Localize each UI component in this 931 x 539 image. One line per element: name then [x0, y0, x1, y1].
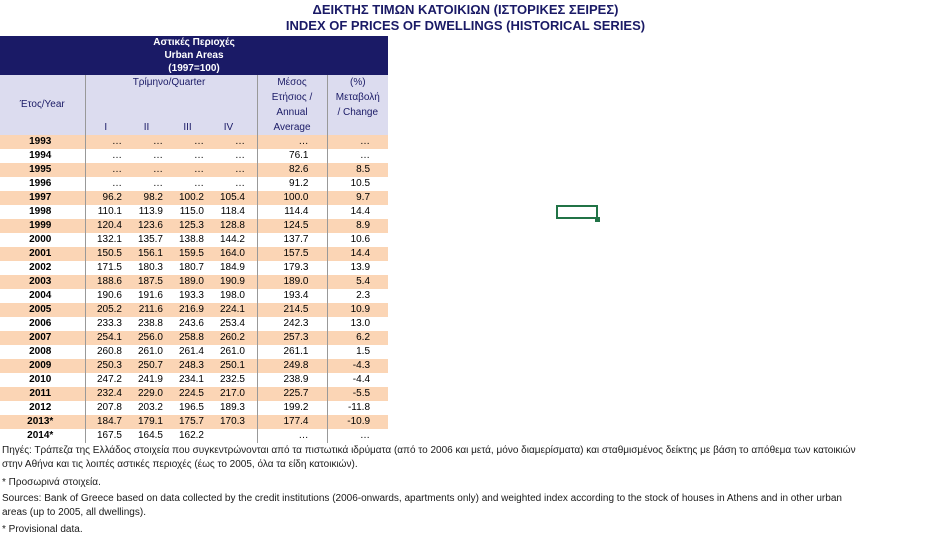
- quarter-iii-cell: 216.9: [167, 303, 208, 317]
- quarter-iii-cell: 100.2: [167, 191, 208, 205]
- annual-average-cell: …: [257, 429, 327, 443]
- change-cell: 13.0: [327, 317, 388, 331]
- table-row: [0, 135, 388, 149]
- quarter-ii-cell: 187.5: [126, 275, 167, 289]
- quarter-iii-cell: 196.5: [167, 401, 208, 415]
- quarter-iv-cell: 118.4: [208, 205, 249, 219]
- quarter-iv-cell: 164.0: [208, 247, 249, 261]
- table-row: [0, 289, 388, 303]
- table-row: [0, 373, 388, 387]
- title-english: INDEX OF PRICES OF DWELLINGS (HISTORICAL SERIES): [285, 18, 646, 33]
- spacer-cell: [249, 359, 257, 373]
- quarter-ii-cell: 191.6: [126, 289, 167, 303]
- change-cell: -5.5: [327, 387, 388, 401]
- quarter-i-cell: …: [85, 177, 126, 191]
- change-cell: -4.3: [327, 359, 388, 373]
- annual-average-cell: …: [257, 135, 327, 149]
- year-cell: 2013*: [0, 415, 85, 429]
- year-cell: 2012: [0, 401, 85, 415]
- spacer-cell: [249, 275, 257, 289]
- spacer-cell: [249, 261, 257, 275]
- year-cell: 1996: [0, 177, 85, 191]
- table-row: [0, 387, 388, 401]
- quarter-iii-cell: 193.3: [167, 289, 208, 303]
- spacer-cell: [249, 303, 257, 317]
- change-cell: 2.3: [327, 289, 388, 303]
- year-cell: 2008: [0, 345, 85, 359]
- change-cell: 8.5: [327, 163, 388, 177]
- year-cell: 2002: [0, 261, 85, 275]
- quarter-iv-cell: …: [208, 163, 249, 177]
- change-header-line3: / Change: [327, 105, 388, 120]
- table-row: [0, 149, 388, 163]
- quarter-ii-cell: 211.6: [126, 303, 167, 317]
- spacer-cell: [249, 317, 257, 331]
- annual-average-cell: 249.8: [257, 359, 327, 373]
- year-cell: 1994: [0, 149, 85, 163]
- annual-average-cell: 157.5: [257, 247, 327, 261]
- avg-header-line3: Annual: [257, 105, 327, 120]
- year-cell: 1997: [0, 191, 85, 205]
- quarter-ii-cell: …: [126, 149, 167, 163]
- quarter-ii-cell: 98.2: [126, 191, 167, 205]
- quarter-ii-cell: 179.1: [126, 415, 167, 429]
- source-note-english-line1: Sources: Bank of Greece based on data collected by the credit institutions (2006-onwards, apartments only) and weighted index according to the stock of houses in Athens and in other urban: [2, 493, 842, 504]
- spacer-cell: [249, 219, 257, 233]
- selected-cell[interactable]: [556, 205, 598, 219]
- annual-average-cell: 91.2: [257, 177, 327, 191]
- change-cell: …: [327, 135, 388, 149]
- table-row: [0, 163, 388, 177]
- year-cell: 2006: [0, 317, 85, 331]
- quarter-iii-cell: …: [167, 177, 208, 191]
- spacer-cell: [249, 289, 257, 303]
- quarter-i-cell: 205.2: [85, 303, 126, 317]
- quarter-iv-cell: 128.8: [208, 219, 249, 233]
- quarter-i-cell: …: [85, 135, 126, 149]
- quarter-ii-cell: 123.6: [126, 219, 167, 233]
- change-header-line1: (%): [327, 75, 388, 90]
- annual-average-cell: 179.3: [257, 261, 327, 275]
- table-row: [0, 317, 388, 331]
- quarter-ii-cell: 250.7: [126, 359, 167, 373]
- spacer-cell: [249, 429, 257, 443]
- quarter-iv-cell: 261.0: [208, 345, 249, 359]
- year-cell: 2000: [0, 233, 85, 247]
- spacer-cell: [249, 387, 257, 401]
- change-header-line2: Μεταβολή: [327, 90, 388, 105]
- source-note-greek-line1: Πηγές: Τράπεζα της Ελλάδος στοιχεία που συγκεντρώνονται από τα πιστωτικά ιδρύματα (από το 2006 και μετά, μόνο διαμερίσματα) και σταθμισμένος δείκτης με βάση το απόθεμα των κατοικιών: [2, 445, 856, 456]
- quarter-iii-cell: 234.1: [167, 373, 208, 387]
- quarter-iv-cell: 198.0: [208, 289, 249, 303]
- quarter-iv-cell: 224.1: [208, 303, 249, 317]
- table-row: [0, 219, 388, 233]
- year-cell: 1995: [0, 163, 85, 177]
- quarter-i-cell: …: [85, 163, 126, 177]
- change-cell: 14.4: [327, 247, 388, 261]
- table-row: [0, 415, 388, 429]
- quarter-iv-cell: 250.1: [208, 359, 249, 373]
- annual-average-cell: 137.7: [257, 233, 327, 247]
- title-greek: ΔΕΙΚΤΗΣ ΤΙΜΩΝ ΚΑΤΟΙΚΙΩΝ (ΙΣΤΟΡΙΚΕΣ ΣΕΙΡΕΣ): [312, 2, 619, 17]
- spacer-cell: [249, 205, 257, 219]
- quarter-i-cell: 120.4: [85, 219, 126, 233]
- quarter-iv-header: IV: [208, 120, 249, 135]
- quarter-iii-cell: 258.8: [167, 331, 208, 345]
- year-cell: 2005: [0, 303, 85, 317]
- quarter-iii-cell: 243.6: [167, 317, 208, 331]
- quarter-iv-cell: 190.9: [208, 275, 249, 289]
- quarter-ii-cell: 164.5: [126, 429, 167, 443]
- annual-average-cell: 76.1: [257, 149, 327, 163]
- spacer-cell: [249, 163, 257, 177]
- quarter-iv-cell: 217.0: [208, 387, 249, 401]
- avg-header-line1: Μέσος: [257, 75, 327, 90]
- quarter-i-cell: 247.2: [85, 373, 126, 387]
- year-cell: 2003: [0, 275, 85, 289]
- base-year-label: (1997=100): [0, 62, 388, 75]
- table-row: [0, 401, 388, 415]
- year-cell: 1999: [0, 219, 85, 233]
- quarter-ii-cell: 238.8: [126, 317, 167, 331]
- quarter-iv-cell: 253.4: [208, 317, 249, 331]
- quarter-iv-cell: 105.4: [208, 191, 249, 205]
- spacer-cell: [249, 177, 257, 191]
- quarter-ii-cell: 135.7: [126, 233, 167, 247]
- table-row: [0, 429, 388, 443]
- year-cell: 2010: [0, 373, 85, 387]
- spacer-cell: [249, 191, 257, 205]
- quarter-i-cell: 110.1: [85, 205, 126, 219]
- quarter-iv-cell: [208, 429, 249, 443]
- quarter-iii-cell: …: [167, 163, 208, 177]
- quarter-ii-header: II: [126, 120, 167, 135]
- table-row: [0, 261, 388, 275]
- source-note-greek-line2: στην Αθήνα και τις λοιπές αστικές περιοχές (έως το 2005, όλα τα είδη κατοικιών).: [2, 459, 358, 470]
- quarter-i-cell: 150.5: [85, 247, 126, 261]
- change-cell: 5.4: [327, 275, 388, 289]
- quarter-i-cell: 190.6: [85, 289, 126, 303]
- annual-average-cell: 189.0: [257, 275, 327, 289]
- spacer-cell: [249, 135, 257, 149]
- avg-header-line2: Ετήσιος /: [257, 90, 327, 105]
- year-cell: 2001: [0, 247, 85, 261]
- change-cell: 1.5: [327, 345, 388, 359]
- quarter-i-cell: 260.8: [85, 345, 126, 359]
- quarter-i-cell: 233.3: [85, 317, 126, 331]
- change-cell: 10.6: [327, 233, 388, 247]
- fill-handle[interactable]: [595, 217, 600, 222]
- provisional-note-english: * Provisional data.: [2, 524, 83, 535]
- quarter-iv-cell: 232.5: [208, 373, 249, 387]
- quarter-iv-cell: …: [208, 135, 249, 149]
- region-header-greek: Αστικές Περιοχές: [0, 36, 388, 49]
- change-cell: 10.5: [327, 177, 388, 191]
- year-cell: 2014*: [0, 429, 85, 443]
- quarter-iii-cell: 180.7: [167, 261, 208, 275]
- quarter-iv-cell: 184.9: [208, 261, 249, 275]
- quarter-iii-header: III: [167, 120, 208, 135]
- table-row: [0, 303, 388, 317]
- quarter-i-cell: 167.5: [85, 429, 126, 443]
- quarter-iii-cell: …: [167, 135, 208, 149]
- table-body: [0, 135, 388, 443]
- quarter-iv-cell: 189.3: [208, 401, 249, 415]
- source-note-english-line2: areas (up to 2005, all dwellings).: [2, 507, 146, 518]
- annual-average-cell: 257.3: [257, 331, 327, 345]
- quarter-iii-cell: 261.4: [167, 345, 208, 359]
- quarter-iii-cell: 159.5: [167, 247, 208, 261]
- table-row: [0, 233, 388, 247]
- quarter-i-cell: 250.3: [85, 359, 126, 373]
- quarter-iv-cell: …: [208, 149, 249, 163]
- table-row: [0, 345, 388, 359]
- avg-header-line4: Average: [257, 120, 327, 135]
- quarter-iii-cell: 138.8: [167, 233, 208, 247]
- spacer-cell: [249, 233, 257, 247]
- quarter-ii-cell: 156.1: [126, 247, 167, 261]
- annual-average-cell: 124.5: [257, 219, 327, 233]
- change-cell: …: [327, 429, 388, 443]
- region-header-english: Urban Areas: [0, 49, 388, 62]
- spacer-cell: [249, 415, 257, 429]
- year-cell: 2011: [0, 387, 85, 401]
- quarter-iii-cell: 125.3: [167, 219, 208, 233]
- table-row: [0, 205, 388, 219]
- quarter-ii-cell: 229.0: [126, 387, 167, 401]
- quarter-iii-cell: 162.2: [167, 429, 208, 443]
- year-cell: 1998: [0, 205, 85, 219]
- change-cell: 8.9: [327, 219, 388, 233]
- change-cell: -4.4: [327, 373, 388, 387]
- quarter-i-cell: 132.1: [85, 233, 126, 247]
- change-cell: 6.2: [327, 331, 388, 345]
- change-cell: 14.4: [327, 205, 388, 219]
- quarter-i-cell: 207.8: [85, 401, 126, 415]
- quarter-iii-cell: 189.0: [167, 275, 208, 289]
- quarter-i-cell: 171.5: [85, 261, 126, 275]
- quarter-i-cell: 232.4: [85, 387, 126, 401]
- change-cell: 10.9: [327, 303, 388, 317]
- table-row: [0, 359, 388, 373]
- quarter-iii-cell: …: [167, 149, 208, 163]
- quarter-i-cell: 96.2: [85, 191, 126, 205]
- quarter-iv-cell: 260.2: [208, 331, 249, 345]
- annual-average-cell: 238.9: [257, 373, 327, 387]
- annual-average-cell: 225.7: [257, 387, 327, 401]
- table-row: [0, 177, 388, 191]
- quarter-iii-cell: 248.3: [167, 359, 208, 373]
- quarter-ii-cell: 203.2: [126, 401, 167, 415]
- change-cell: …: [327, 149, 388, 163]
- quarter-iv-cell: 170.3: [208, 415, 249, 429]
- table-row: [0, 247, 388, 261]
- year-cell: 2004: [0, 289, 85, 303]
- annual-average-cell: 214.5: [257, 303, 327, 317]
- table-row: [0, 191, 388, 205]
- quarter-ii-cell: 256.0: [126, 331, 167, 345]
- change-cell: 13.9: [327, 261, 388, 275]
- year-cell: 1993: [0, 135, 85, 149]
- spacer-cell: [249, 345, 257, 359]
- year-column-header: Έτος/Year: [0, 75, 85, 135]
- change-cell: 9.7: [327, 191, 388, 205]
- quarter-iv-cell: 144.2: [208, 233, 249, 247]
- quarter-iii-cell: 115.0: [167, 205, 208, 219]
- spacer-cell: [249, 373, 257, 387]
- spacer-cell: [249, 247, 257, 261]
- annual-average-cell: 177.4: [257, 415, 327, 429]
- quarter-i-cell: 254.1: [85, 331, 126, 345]
- quarter-i-header: I: [85, 120, 126, 135]
- provisional-note-greek: * Προσωρινά στοιχεία.: [2, 477, 101, 488]
- annual-average-cell: 114.4: [257, 205, 327, 219]
- quarter-i-cell: 184.7: [85, 415, 126, 429]
- quarter-ii-cell: 241.9: [126, 373, 167, 387]
- quarter-ii-cell: 113.9: [126, 205, 167, 219]
- annual-average-cell: 199.2: [257, 401, 327, 415]
- spacer-cell: [249, 331, 257, 345]
- quarter-ii-cell: 261.0: [126, 345, 167, 359]
- quarter-ii-cell: …: [126, 163, 167, 177]
- spacer-cell: [249, 401, 257, 415]
- change-cell: -10.9: [327, 415, 388, 429]
- quarter-iii-cell: 175.7: [167, 415, 208, 429]
- quarter-i-cell: …: [85, 149, 126, 163]
- year-cell: 2009: [0, 359, 85, 373]
- quarter-ii-cell: …: [126, 177, 167, 191]
- quarter-iii-cell: 224.5: [167, 387, 208, 401]
- quarter-i-cell: 188.6: [85, 275, 126, 289]
- price-index-table: [0, 36, 388, 443]
- change-cell: -11.8: [327, 401, 388, 415]
- annual-average-cell: 242.3: [257, 317, 327, 331]
- quarter-ii-cell: …: [126, 135, 167, 149]
- quarter-ii-cell: 180.3: [126, 261, 167, 275]
- year-cell: 2007: [0, 331, 85, 345]
- quarter-iv-cell: …: [208, 177, 249, 191]
- annual-average-cell: 82.6: [257, 163, 327, 177]
- quarter-column-header: Τρίμηνο/Quarter: [85, 75, 257, 90]
- table-row: [0, 331, 388, 345]
- table-row: [0, 275, 388, 289]
- spacer-cell: [249, 149, 257, 163]
- annual-average-cell: 100.0: [257, 191, 327, 205]
- annual-average-cell: 193.4: [257, 289, 327, 303]
- annual-average-cell: 261.1: [257, 345, 327, 359]
